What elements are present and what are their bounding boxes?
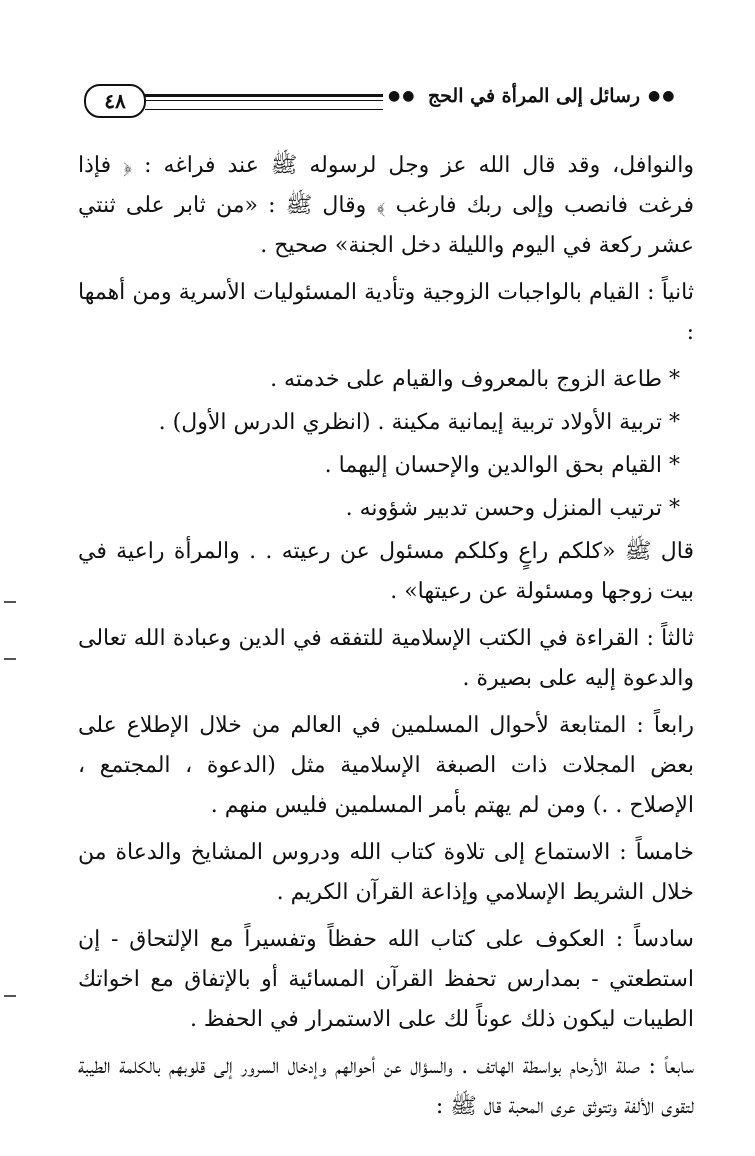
paragraph-fourth-following: رابعاً : المتابعة لأحوال المسلمين في العالم من خلال الإطلاع على بعض المجلات ذات الصبغة الإسلامية مثل (الدعوة ، المجتمع ، الإصلاح . .) ومن لم يهتم بأمر المسلمين فليس منهم . xyxy=(78,713,694,818)
paragraph-fifth-listening: خامساً : الاستماع إلى تلاوة كتاب الله ودروس المشايخ والدعاة من خلال الشريط الإسلامي وإذاعة القرآن الكريم . xyxy=(78,840,694,905)
list-item: * القيام بحق الوالدين والإحسان إليهما . xyxy=(324,453,680,478)
margin-mark xyxy=(4,601,16,603)
paragraph-second-duties: ثانياً : القيام بالواجبات الزوجية وتأدية المسئوليات الأسرية ومن أهمها : xyxy=(78,280,694,345)
paragraph-seventh-kinship: سابعاً : صلة الأرحام بواسطة الهاتف . والسؤال عن أحوالهم وإدخال السرور إلى قلوبهم بالكلمة الطيبة لتقوى الألفة وتتوثق عرى المحبة قال ﷺ : xyxy=(78,1054,694,1119)
ornament-dots-left: ●● xyxy=(388,88,417,104)
running-title: رسائل إلى المرأة في الحج xyxy=(427,85,641,107)
margin-mark xyxy=(4,995,16,997)
page-number: ٤٨ xyxy=(84,84,146,118)
page-header xyxy=(84,84,684,122)
paragraph-hadith-shepherd: قال ﷺ «كلكم راعٍ وكلكم مسئول عن رعيته . . والمرأة راعية في بيت زوجها ومسئولة عن رعيتها» . xyxy=(78,539,694,604)
list-item: * تربية الأولاد تربية إيمانية مكينة . (انظري الدرس الأول) . xyxy=(158,410,680,435)
paragraph-third-reading: ثالثاً : القراءة في الكتب الإسلامية للتفقه في الدين وعبادة الله تعالى والدعوة إليه على بصيرة . xyxy=(78,626,694,691)
margin-mark xyxy=(4,658,16,660)
list-item: * ترتيب المنزل وحسن تدبير شؤونه . xyxy=(345,496,680,521)
page-body xyxy=(78,146,694,1134)
list-item: * طاعة الزوج بالمعروف والقيام على خدمته . xyxy=(270,367,680,392)
paragraph-nawafil: والنوافل، وقد قال الله عز وجل لرسوله ﷺ عند فراغه : ﴿ فإذا فرغت فانصب وإلى ربك فارغب ﴾ وقال ﷺ : «من ثابر على ثنتي عشر ركعة في اليوم والليلة دخل الجنة» صحيح . xyxy=(78,153,694,258)
ornament-dots-right: ●● xyxy=(648,88,677,104)
header-rule xyxy=(145,94,383,110)
paragraph-sixth-memorizing: سادساً : العكوف على كتاب الله حفظاً وتفسيراً مع الإلتحاق - إن استطعتي - بمدارس تحفظ القرآن المسائية أو بالإتفاق مع اخواتك الطيبات ليكون ذلك عوناً لك على الاستمرار في الحفظ . xyxy=(78,927,694,1032)
